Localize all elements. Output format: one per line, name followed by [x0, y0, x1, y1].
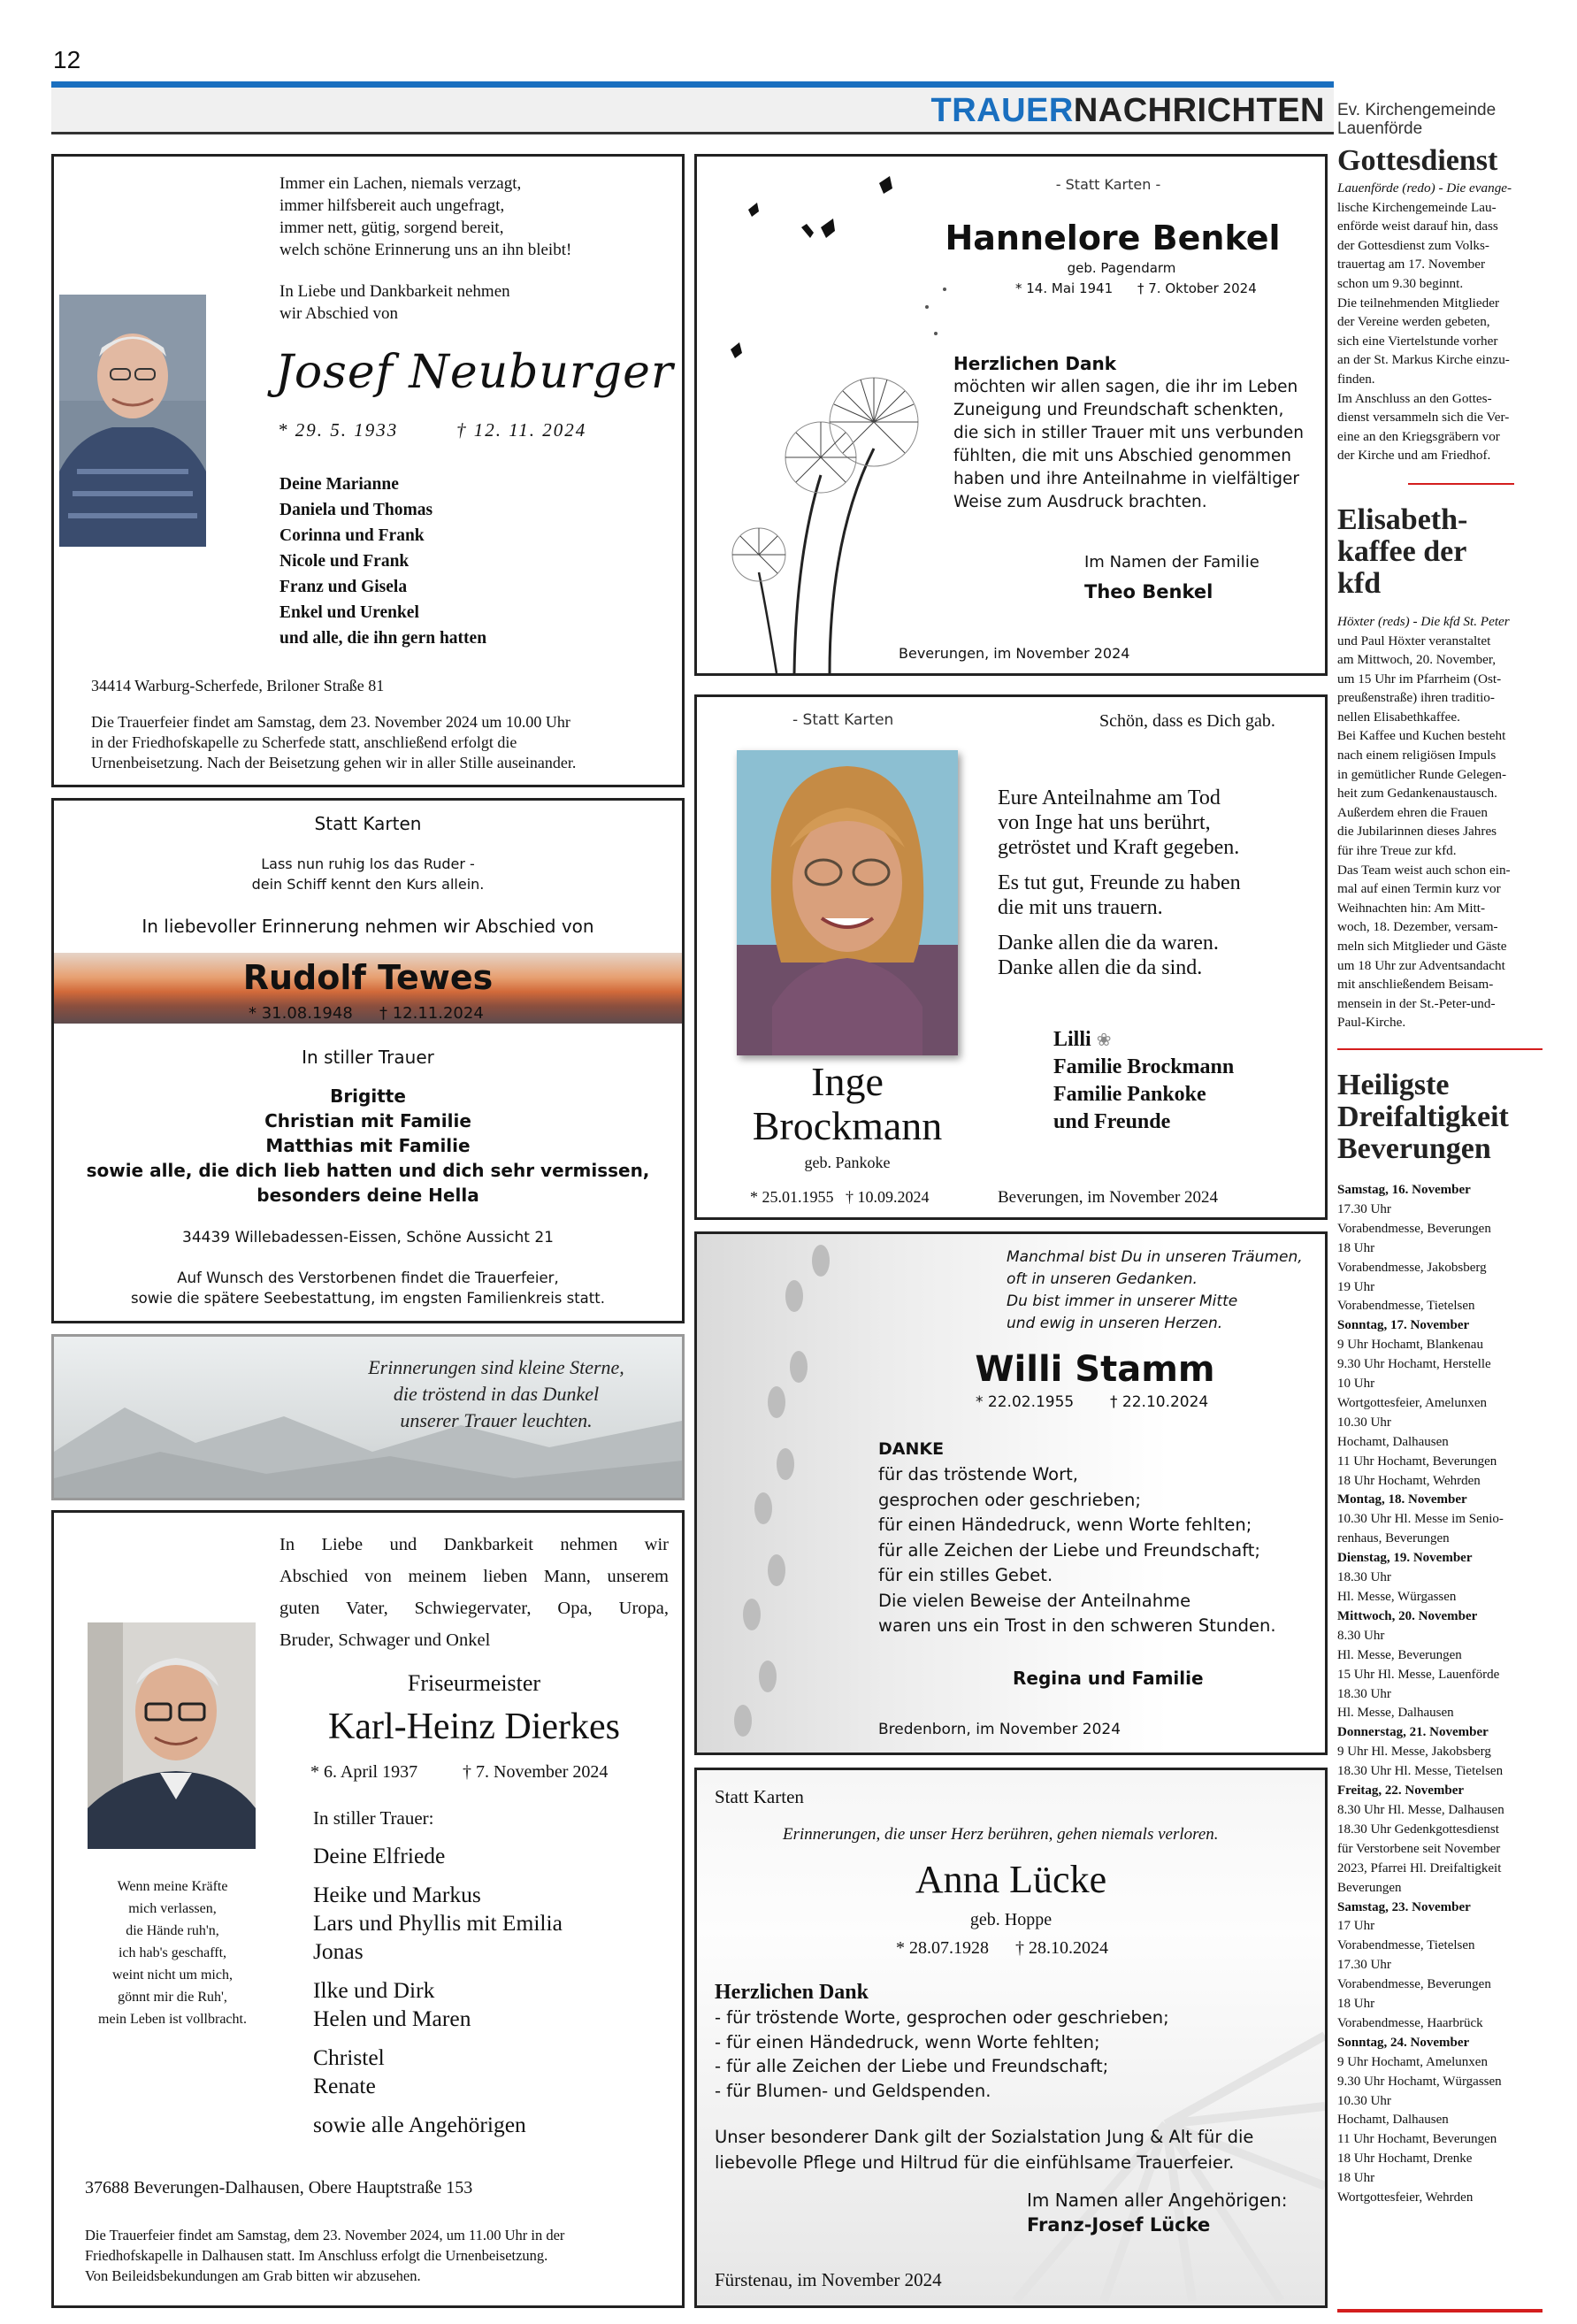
schedule-line: 9 Uhr Hochamt, Blankenau: [1337, 1338, 1483, 1353]
schedule-line: 10.30 Uhr Hl. Messe im Senio-: [1337, 1512, 1504, 1527]
title-part-1: TRAUER: [930, 92, 1074, 129]
obituary-tewes: [51, 798, 685, 1323]
text-line: mal auf einen Termin kurz vor: [1337, 881, 1501, 897]
schedule-line: 9.30 Uhr Hochamt, Herstelle: [1337, 1357, 1491, 1372]
page-title: [931, 92, 1325, 130]
mourners: [1053, 1026, 1234, 1136]
deceased-name: Karl-Heinz Dierkes: [327, 1707, 620, 1747]
schedule-line: Sonntag, 17. November: [1337, 1318, 1470, 1333]
mourner: Helen und Maren: [313, 2006, 471, 2031]
text-line: nach einem religiösen Impuls: [1337, 748, 1497, 763]
title-line: Heiligste: [1337, 1068, 1450, 1101]
death-date: † 22.10.2024: [1110, 1393, 1209, 1411]
poem-line: immer hilfsbereit auch ungefragt,: [279, 196, 505, 215]
family-label: Im Namen aller Angehörigen:: [1027, 2190, 1288, 2211]
quote-line: unserer Trauer leuchten.: [400, 1409, 593, 1431]
thanks-line: Danke allen die da sind.: [998, 956, 1203, 979]
notice-line: Auf Wunsch des Verstorbenen findet die Trauerfeier,: [177, 1269, 559, 1286]
death-date: † 12. 11. 2024: [456, 419, 587, 441]
place-date: Fürstenau, im November 2024: [715, 2269, 942, 2290]
funeral-notice: [85, 2225, 564, 2286]
obituary-stamm: [694, 1231, 1328, 1755]
section-text-elisabethkaffee: [1337, 612, 1543, 1032]
schedule-line: 18.30 Uhr: [1337, 1686, 1391, 1701]
birth-date: * 28.07.1928: [896, 1938, 989, 1958]
schedule-line: Vorabendmesse, Jakobsberg: [1337, 1260, 1487, 1275]
schedule-line: Donnerstag, 21. November: [1337, 1725, 1489, 1740]
text-line: meln sich Mitglieder und Gäste: [1337, 939, 1507, 954]
mourner: Heike und Markus: [313, 1882, 481, 1907]
poem-line: mich verlassen,: [128, 1901, 217, 1916]
mourner: Matthias mit Familie: [265, 1135, 471, 1156]
schedule-line: 18 Uhr: [1337, 1240, 1375, 1255]
portrait-photo: [737, 750, 958, 1055]
dates: * 25.01.1955 † 10.09.2024: [750, 1188, 930, 1206]
schedule-line: 19 Uhr: [1337, 1279, 1375, 1294]
text-line: Das Team weist auch schon ein-: [1337, 862, 1511, 878]
sidebar: [1337, 101, 1543, 2208]
text-line: mit anschließendem Beisam-: [1337, 977, 1494, 993]
poem-line: Immer ein Lachen, niemals verzagt,: [279, 174, 522, 193]
poem-line: Manchmal bist Du in unseren Träumen,: [1007, 1248, 1303, 1266]
schedule-line: 8.30 Uhr: [1337, 1628, 1385, 1643]
address: 37688 Beverungen-Dalhausen, Obere Hauptstraße 153: [85, 2178, 473, 2197]
mourner: Christel: [313, 2044, 385, 2070]
schedule-line: Hl. Messe, Beverungen: [1337, 1647, 1462, 1662]
schedule-line: Mittwoch, 20. November: [1337, 1608, 1478, 1623]
intro-line: Abschied von meinem lieben Mann, unserem: [279, 1567, 669, 1586]
thanks-line: Weise zum Ausdruck brachten.: [953, 493, 1207, 511]
text-line: in gemütlicher Runde Gelegen-: [1337, 766, 1507, 782]
intro: [279, 1529, 669, 1656]
schedule-line: 9.30 Uhr Hochamt, Würgassen: [1337, 2074, 1502, 2089]
schedule-line: Dienstag, 19. November: [1337, 1551, 1473, 1566]
mourner: Christian mit Familie: [264, 1110, 471, 1131]
statt-karten: Statt Karten: [314, 813, 422, 834]
header-rule: [51, 132, 1334, 134]
schedule-line: 18.30 Uhr Hl. Messe, Tietelsen: [1337, 1764, 1504, 1779]
death-date: † 7. Oktober 2024: [1137, 280, 1257, 296]
portrait-photo: [88, 1622, 256, 1849]
notice-line: Von Beileidsbekundungen am Grab bitten wir abzusehen.: [85, 2267, 421, 2284]
text-line: für ihre Treue zur kfd.: [1337, 843, 1457, 859]
mourner: Enkel und Urenkel: [279, 603, 419, 622]
mourner: und alle, die ihn gern hatten: [279, 629, 487, 648]
thanks-line: - für tröstende Worte, gesprochen oder geschrieben;: [715, 2007, 1169, 2028]
notice: [54, 1268, 682, 1308]
text-line: preußenstraße) ihren traditio-: [1337, 690, 1495, 706]
mourner: Lilli: [1053, 1028, 1091, 1051]
poem: [1007, 1246, 1303, 1335]
text-line: finden.: [1337, 371, 1375, 387]
text-line: Lauenförde (redo) - Die evange-: [1337, 180, 1512, 196]
mourners: [54, 1084, 682, 1208]
section-text-gottesdienst: [1337, 179, 1543, 465]
schedule-line: 15 Uhr Hl. Messe, Lauenförde: [1337, 1667, 1500, 1682]
section-title-dreifaltigkeit: [1337, 1070, 1543, 1165]
schedule-line: 17 Uhr: [1337, 1919, 1375, 1934]
mourner: Lars und Phyllis mit Emilia: [313, 1910, 563, 1936]
place-date: Beverungen, im November 2024: [998, 1188, 1219, 1207]
text-line: nellen Elisabethkaffee.: [1337, 709, 1460, 725]
motto: Schön, dass es Dich gab.: [1099, 711, 1275, 731]
mourning-label: In stiller Trauer:: [313, 1807, 434, 1829]
mass-schedule: [1337, 1181, 1543, 2208]
text-line: eine an den Kriegsgräbern vor: [1337, 428, 1500, 444]
poem-line: gönnt mir die Ruh',: [118, 1990, 227, 2005]
mourner: Corinna und Frank: [279, 526, 425, 545]
schedule-line: Samstag, 16. November: [1337, 1182, 1471, 1197]
deceased-name: Willi Stamm: [975, 1349, 1215, 1390]
mourner: Deine Marianne: [279, 475, 399, 494]
schedule-line: Sonntag, 24. November: [1337, 2035, 1470, 2050]
notice-line: Friedhofskapelle in Dalhausen statt. Im Anschluss erfolgt die Urnenbeisetzung.: [85, 2247, 548, 2264]
thanks-line: waren uns ein Trost in den schweren Stunden.: [878, 1615, 1276, 1636]
schedule-line: 2023, Pfarrei Hl. Dreifaltigkeit: [1337, 1860, 1502, 1875]
thanks-line: die mit uns trauern.: [998, 896, 1163, 919]
death-date: † 7. November 2024: [463, 1762, 609, 1782]
mourner: und Freunde: [1053, 1110, 1171, 1133]
text-line: Die teilnehmenden Mitglieder: [1337, 295, 1500, 311]
funeral-notice: [91, 712, 576, 773]
thanks-line: Unser besonderer Dank gilt der Sozialstation Jung & Alt für die: [715, 2127, 1254, 2147]
poem-line: weint nicht um mich,: [112, 1967, 233, 1983]
sidebar-bottom-rule: [1337, 2309, 1543, 2312]
notice-line: Urnenbeisetzung. Nach der Beisetzung gehen wir in aller Stille auseinander.: [91, 754, 577, 771]
mourners: [279, 472, 486, 651]
job-title: Friseurmeister: [407, 1670, 541, 1696]
thanks-text: [998, 786, 1241, 980]
page-number: 12: [53, 46, 81, 73]
birth-date: * 31.08.1948: [249, 1004, 353, 1023]
schedule-line: Vorabendmesse, Beverungen: [1337, 1977, 1491, 1992]
maiden-name: geb. Hoppe: [969, 1910, 1053, 1929]
schedule-line: 18.30 Uhr: [1337, 1570, 1391, 1585]
schedule-line: 18 Uhr: [1337, 1997, 1375, 2012]
schedule-line: 9 Uhr Hochamt, Amelunxen: [1337, 2054, 1488, 2069]
schedule-line: 8.30 Uhr Hl. Messe, Dalhausen: [1337, 1802, 1504, 1817]
schedule-line: Beverungen: [1337, 1880, 1402, 1895]
intro-line: In Liebe und Dankbarkeit nehmen wir: [279, 1535, 669, 1554]
intro: [279, 280, 510, 325]
thanks-line: gesprochen oder geschrieben;: [878, 1489, 1141, 1510]
text-line: der Gottesdienst zum Volks-: [1337, 237, 1489, 253]
mourner: besonders deine Hella: [256, 1185, 479, 1206]
address: 34414 Warburg-Scherfede, Briloner Straße 81: [91, 677, 385, 694]
church-line: Lauenförde: [1337, 119, 1423, 138]
family-label: Im Namen der Familie: [1084, 553, 1259, 571]
text-line: sich eine Viertelstunde vorher: [1337, 333, 1498, 349]
schedule-line: 18 Uhr: [1337, 2171, 1375, 2186]
thanks-line: Danke allen die da waren.: [998, 932, 1219, 955]
poem-line: oft in unseren Gedanken.: [1007, 1270, 1198, 1288]
schedule-line: Hochamt, Dalhausen: [1337, 1434, 1449, 1449]
text-line: woch, 18. Dezember, versam-: [1337, 919, 1498, 935]
schedule-line: 10.30 Uhr: [1337, 1415, 1391, 1430]
header-bar: [51, 81, 1334, 88]
thanks-title: Herzlichen Dank: [715, 1981, 869, 2004]
schedule-line: 10.30 Uhr: [1337, 2093, 1391, 2108]
text-line: Paul-Kirche.: [1337, 1015, 1406, 1031]
mourning-label: In stiller Trauer: [302, 1047, 434, 1068]
schedule-line: Wortgottesfeier, Amelunxen: [1337, 1395, 1487, 1410]
thanks-text: [878, 1462, 1276, 1639]
poem-line: Lass nun ruhig los das Ruder -: [261, 855, 475, 872]
thanks-line: liebevolle Pflege und Hiltrud für die einfühlsame Trauerfeier.: [715, 2152, 1235, 2173]
obituary-dierkes: [51, 1510, 685, 2308]
church-name: [1337, 101, 1543, 138]
birth-date: * 29. 5. 1933: [278, 419, 399, 441]
mourner: Nicole und Frank: [279, 552, 410, 571]
schedule-line: 9 Uhr Hl. Messe, Jakobsberg: [1337, 1745, 1491, 1760]
text-line: enförde weist darauf hin, dass: [1337, 219, 1498, 234]
last-name: Brockmann: [752, 1103, 943, 1148]
deceased-name: Rudolf Tewes: [242, 958, 494, 997]
deceased-name: Anna Lücke: [915, 1858, 1107, 1901]
schedule-line: Montag, 18. November: [1337, 1492, 1467, 1507]
quote-line: die tröstend in das Dunkel: [393, 1383, 600, 1405]
mourner: Deine Elfriede: [313, 1843, 446, 1868]
title-part-2: NACHRICHTEN: [1073, 92, 1325, 129]
thanks-title: DANKE: [878, 1439, 945, 1459]
intro-line: In Liebe und Dankbarkeit nehmen: [279, 282, 510, 301]
thanks-line: - für einen Händedruck, wenn Worte fehlten;: [715, 2031, 1100, 2052]
text-line: um 15 Uhr im Pfarrheim (Ost-: [1337, 671, 1502, 686]
first-name: Inge: [811, 1059, 884, 1104]
notice-line: Die Trauerfeier findet am Samstag, dem 23. November 2024 um 10.00 Uhr: [91, 713, 570, 731]
poem: [54, 1875, 291, 2030]
intro: In liebevoller Erinnerung nehmen wir Abschied von: [142, 916, 594, 937]
schedule-line: 11 Uhr Hochamt, Beverungen: [1337, 2132, 1497, 2147]
birth-date: * 22.02.1955: [976, 1393, 1075, 1411]
family-name: Regina und Familie: [1013, 1668, 1204, 1689]
divider: [1408, 483, 1514, 485]
quote-line: Erinnerungen sind kleine Sterne,: [368, 1356, 624, 1378]
paw-icon: ❀: [1096, 1029, 1112, 1050]
schedule-line: 18 Uhr Hochamt, Wehrden: [1337, 1473, 1481, 1488]
obituary-luecke: [694, 1768, 1328, 2308]
schedule-line: 10 Uhr: [1337, 1377, 1375, 1392]
section-title-elisabethkaffee: [1337, 504, 1543, 600]
mourner: Familie Pankoke: [1053, 1083, 1206, 1106]
footprints-illustration: [697, 1234, 874, 1753]
poem: [279, 173, 571, 261]
text-line: um 18 Uhr zur Adventsandacht: [1337, 957, 1505, 973]
maiden-name: geb. Pankoke: [804, 1154, 891, 1171]
family-name: Franz-Josef Lücke: [1027, 2214, 1211, 2236]
schedule-line: 11 Uhr Hochamt, Beverungen: [1337, 1453, 1497, 1469]
schedule-line: 17.30 Uhr: [1337, 1958, 1391, 1973]
mourners: [313, 1842, 563, 2139]
schedule-line: für Verstorbene seit November: [1337, 1841, 1501, 1856]
poem-line: dein Schiff kennt den Kurs allein.: [251, 876, 485, 893]
place-date: Bredenborn, im November 2024: [878, 1721, 1122, 1738]
intro-line: wir Abschied von: [279, 304, 399, 323]
poem-line: die Hände ruh'n,: [126, 1923, 219, 1938]
mourner: Brigitte: [330, 1085, 406, 1107]
text-line: Höxter (reds) - Die kfd St. Peter: [1337, 613, 1510, 629]
text-line: trauertag am 17. November: [1337, 257, 1485, 272]
thanks-text: [953, 376, 1304, 514]
text-line: lische Kirchengemeinde Lau-: [1337, 199, 1497, 215]
text-line: Bei Kaffee und Kuchen besteht: [1337, 728, 1506, 744]
birth-date: * 6. April 1937: [310, 1762, 418, 1782]
intro-line: Bruder, Schwager und Onkel: [279, 1630, 491, 1650]
thanks-title: Herzlichen Dank: [953, 353, 1117, 374]
schedule-line: Vorabendmesse, Tietelsen: [1337, 1938, 1475, 1953]
poem-line: und ewig in unseren Herzen.: [1007, 1315, 1223, 1332]
text-line: und Paul Höxter veranstaltet: [1337, 633, 1491, 648]
schedule-line: 18 Uhr Hochamt, Drenke: [1337, 2151, 1473, 2167]
place-date: Beverungen, im November 2024: [899, 645, 1130, 662]
schedule-line: Vorabendmesse, Beverungen: [1337, 1221, 1491, 1236]
schedule-line: Vorabendmesse, Haarbrück: [1337, 2015, 1483, 2030]
schedule-line: Samstag, 23. November: [1337, 1899, 1471, 1914]
maiden-name: geb. Pagendarm: [1067, 260, 1176, 276]
mourner: Familie Brockmann: [1053, 1055, 1235, 1078]
statt-karten: - Statt Karten: [792, 711, 894, 729]
thanks-line: die sich in stiller Trauer mit uns verbunden: [953, 424, 1304, 442]
thanks-line: Eure Anteilnahme am Tod: [998, 786, 1221, 809]
intro-line: guten Vater, Schwiegervater, Opa, Uropa,: [279, 1599, 669, 1618]
motto: Erinnerungen, die unser Herz berühren, gehen niemals verloren.: [783, 1825, 1219, 1844]
deceased-name: Josef Neuburger: [275, 346, 674, 399]
title-line: Elisabeth-: [1337, 502, 1468, 536]
thanks-line: für ein stilles Gebet.: [878, 1565, 1053, 1585]
notice-line: in der Friedhofskapelle zu Scherfede statt, anschließend erfolgt die: [91, 733, 517, 751]
poem-line: Wenn meine Kräfte: [117, 1879, 228, 1894]
mourner: Daniela und Thomas: [279, 501, 433, 519]
death-date: † 28.10.2024: [1015, 1938, 1108, 1958]
mourner: Renate: [313, 2073, 376, 2098]
death-date: † 12.11.2024: [379, 1004, 484, 1023]
obituary-neuburger: [51, 154, 685, 787]
schedule-line: Wortgottesfeier, Wehrden: [1337, 2190, 1474, 2205]
section-title-gottesdienst: Gottesdienst: [1337, 144, 1498, 177]
family-name: Theo Benkel: [1084, 581, 1213, 602]
text-line: der Kirche und am Friedhof.: [1337, 448, 1491, 464]
title-line: kaffee der: [1337, 534, 1467, 568]
schedule-line: renhaus, Beverungen: [1337, 1531, 1450, 1546]
thanks-line: - für Blumen- und Geldspenden.: [715, 2080, 991, 2101]
text-line: dienst versammeln sich die Ver-: [1337, 410, 1510, 426]
thanks-line: für alle Zeichen der Liebe und Freundschaft;: [878, 1539, 1260, 1561]
text-line: der Vereine werden gebeten,: [1337, 314, 1490, 330]
address: 34439 Willebadessen-Eissen, Schöne Aussicht 21: [182, 1229, 554, 1246]
notice-line: Die Trauerfeier findet am Samstag, dem 23. November 2024, um 11.00 Uhr in der: [85, 2227, 565, 2243]
mourner: Jonas: [313, 1938, 364, 1964]
schedule-line: Freitag, 22. November: [1337, 1783, 1465, 1799]
text-line: mensein in der St.-Peter-und-: [1337, 995, 1496, 1011]
title-line: Dreifaltigkeit: [1337, 1100, 1509, 1133]
thanks-line: getröstet und Kraft gegeben.: [998, 836, 1240, 859]
schedule-line: 18.30 Uhr Gedenkgottesdienst: [1337, 1822, 1499, 1837]
title-line: Beverungen: [1337, 1131, 1491, 1165]
schedule-line: Hochamt, Dalhausen: [1337, 2113, 1449, 2128]
thanks-line: möchten wir allen sagen, die ihr im Leben: [953, 378, 1298, 396]
obituary-benkel: [694, 154, 1328, 676]
mourner: Ilke und Dirk: [313, 1977, 435, 2003]
thanks-line: für das tröstende Wort,: [878, 1464, 1078, 1484]
mourner: sowie alle, die dich lieb hatten und dich sehr vermissen,: [86, 1160, 650, 1181]
text-line: am Mittwoch, 20. November,: [1337, 652, 1497, 668]
text-line: Außerdem ehren die Frauen: [1337, 804, 1488, 820]
thanks-line: fühlten, die mit uns Abschied genommen: [953, 447, 1292, 465]
thanks-line: Es tut gut, Freunde zu haben: [998, 871, 1241, 894]
thanks-line: für einen Händedruck, wenn Worte fehlten;: [878, 1515, 1252, 1535]
statt-karten: - Statt Karten -: [1055, 176, 1161, 193]
text-line: die Jubilarinnen dieses Jahres: [1337, 824, 1497, 840]
text-line: heit zum Gedankenaustausch.: [1337, 786, 1497, 802]
thanks-line: Die vielen Beweise der Anteilnahme: [878, 1590, 1191, 1611]
thanks-line: Zuneigung und Freundschaft schenkten,: [953, 401, 1284, 419]
poem-line: welch schöne Erinnerung uns an ihn bleibt!: [279, 241, 572, 259]
poem-line: ich hab's geschafft,: [118, 1945, 227, 1960]
poem: [54, 854, 682, 894]
thanks-line: haben und ihre Anteilnahme in vielfältiger: [953, 470, 1300, 488]
quote-box: [51, 1334, 685, 1500]
quote: [310, 1354, 682, 1434]
statt-karten: Statt Karten: [715, 1786, 804, 1807]
mourner: sowie alle Angehörigen: [313, 2112, 526, 2137]
thanks-line: von Inge hat uns berührt,: [998, 811, 1211, 834]
schedule-line: Hl. Messe, Dalhausen: [1337, 1706, 1454, 1721]
church-line: Ev. Kirchengemeinde: [1337, 101, 1497, 119]
thanks-line: - für alle Zeichen der Liebe und Freundschaft;: [715, 2056, 1109, 2076]
schedule-line: 17.30 Uhr: [1337, 1201, 1391, 1216]
dandelion-illustration: [697, 157, 962, 673]
poem-line: Du bist immer in unserer Mitte: [1007, 1292, 1238, 1310]
special-thanks: [715, 2124, 1253, 2175]
obituary-brockmann: [694, 694, 1328, 1220]
mourner: Franz und Gisela: [279, 578, 408, 596]
poem-line: mein Leben ist vollbracht.: [98, 2012, 247, 2027]
schedule-line: Vorabendmesse, Tietelsen: [1337, 1299, 1475, 1314]
poem-line: immer nett, gütig, sorgend bereit,: [279, 219, 504, 237]
portrait-photo: [59, 295, 206, 547]
birth-date: * 14. Mai 1941: [1015, 280, 1114, 296]
deceased-name: Hannelore Benkel: [945, 219, 1281, 257]
text-line: Im Anschluss an den Gottes-: [1337, 390, 1492, 406]
schedule-line: Hl. Messe, Würgassen: [1337, 1590, 1457, 1604]
notice-line: sowie die spätere Seebestattung, im engsten Familienkreis statt.: [131, 1290, 605, 1307]
text-line: Weihnachten hin: Am Mitt-: [1337, 900, 1486, 916]
title-line: kfd: [1337, 566, 1382, 600]
text-line: an der St. Markus Kirche einzu-: [1337, 352, 1510, 368]
divider: [1337, 1048, 1543, 1050]
text-line: schon um 9.30 beginnt.: [1337, 275, 1464, 291]
thanks-text: [715, 2006, 1169, 2103]
